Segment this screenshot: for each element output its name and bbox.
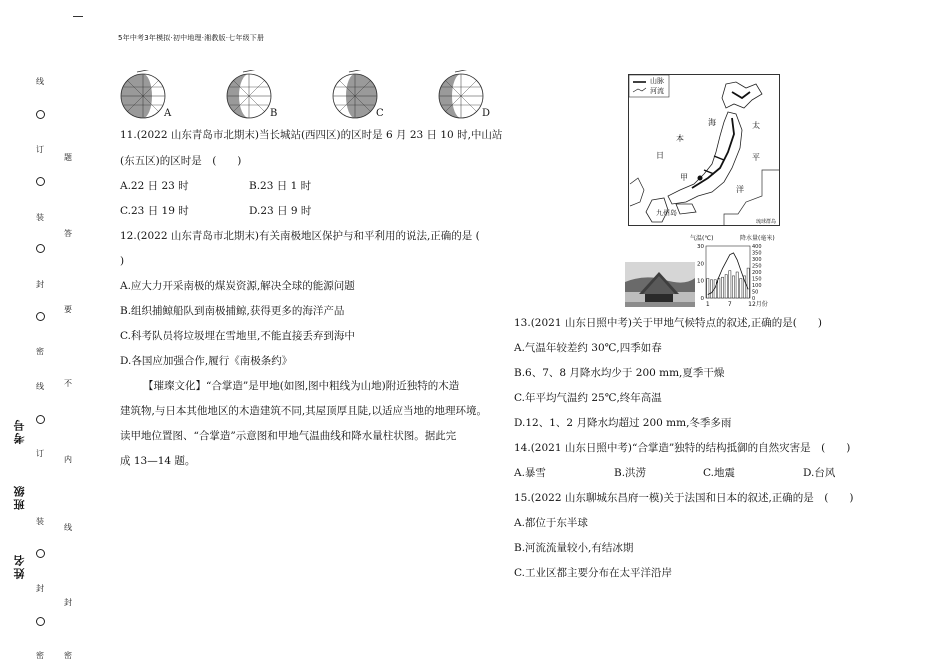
gassho-zukuri-photo bbox=[625, 262, 695, 307]
map-label-ryukyu: 琉球群岛 bbox=[756, 219, 777, 225]
q15-option-a[interactable]: A.都位于东半球 bbox=[514, 517, 588, 529]
culture-line4: 成 13—14 题。 bbox=[120, 455, 196, 467]
margin-char: 线 bbox=[36, 382, 44, 391]
map-legend-mountain: 山脉 bbox=[650, 77, 664, 85]
globe-diagrams bbox=[115, 70, 505, 124]
margin-char: 密 bbox=[36, 651, 44, 660]
location-gamma-marker bbox=[698, 176, 703, 181]
binding-hole bbox=[36, 617, 45, 626]
right-tick-label: 350 bbox=[752, 250, 762, 257]
binding-hole bbox=[36, 415, 45, 424]
right-tick-label: 300 bbox=[752, 257, 762, 263]
q15-stem: 15.(2022 山东聊城东昌府一模)关于法国和日本的叙述,正确的是 ( ) bbox=[514, 492, 854, 504]
globe-label-b: B bbox=[270, 108, 278, 119]
q15-option-b[interactable]: B.河流流量较小,有结冰期 bbox=[514, 542, 634, 554]
precip-bar bbox=[747, 268, 749, 298]
q13-option-d[interactable]: D.12、1、2 月降水均超过 200 mm,冬季多雨 bbox=[514, 417, 732, 429]
margin-char: 线 bbox=[36, 77, 44, 86]
right-tick-label: 100 bbox=[752, 283, 762, 289]
q12-option-b[interactable]: B.组织捕鲸船队到南极捕鲸,获得更多的海洋产品 bbox=[120, 305, 345, 317]
right-tick-label: 150 bbox=[752, 276, 762, 283]
binding-hole bbox=[36, 549, 45, 558]
q13-option-b[interactable]: B.6、7、8 月降水均少于 200 mm,夏季干燥 bbox=[514, 367, 725, 379]
q11-option-b[interactable]: B.23 日 1 时 bbox=[249, 180, 312, 192]
binding-hole bbox=[36, 244, 45, 253]
map-label-kyushu: 九州岛 bbox=[656, 209, 677, 217]
q12-stem-line2: ) bbox=[120, 255, 125, 267]
q11-option-a[interactable]: A.22 日 23 时 bbox=[120, 180, 189, 192]
q13-option-c[interactable]: C.年平均气温约 25℃,终年高温 bbox=[514, 392, 662, 404]
q12-option-a[interactable]: A.应大力开采南极的煤炭资源,解决全球的能源问题 bbox=[120, 280, 355, 292]
right-tick-label: 0 bbox=[752, 296, 756, 302]
margin-char: 密 bbox=[36, 347, 44, 356]
q11-option-c[interactable]: C.23 日 19 时 bbox=[120, 205, 189, 217]
margin-char: 不 bbox=[64, 379, 72, 388]
q14-stem: 14.(2021 山东日照中考)“合掌造”独特的结构抵御的自然灾害是 ( ) bbox=[514, 442, 851, 454]
binding-hole bbox=[36, 110, 45, 119]
page-header: 5年中考3年模拟·初中地理·湘教版·七年级下册 bbox=[118, 34, 265, 42]
map-label-ping: 平 bbox=[752, 153, 760, 162]
map-label-ben: 本 bbox=[676, 134, 684, 143]
q11-option-d[interactable]: D.23 日 9 时 bbox=[249, 205, 312, 217]
margin-char: 装 bbox=[36, 517, 44, 526]
map-label-jia: 甲 bbox=[680, 173, 688, 182]
left-tick-label: 20 bbox=[697, 261, 704, 268]
q15-option-c[interactable]: C.工业区都主要分布在太平洋沿岸 bbox=[514, 567, 672, 579]
q14-option-d[interactable]: D.台风 bbox=[803, 467, 836, 479]
precip-bar bbox=[729, 271, 731, 298]
q14-option-c[interactable]: C.地震 bbox=[703, 467, 735, 479]
globe-label-c: C bbox=[376, 108, 384, 119]
map-label-tai: 太 bbox=[752, 121, 760, 130]
margin-char: 装 bbox=[36, 213, 44, 222]
right-tick-label: 200 bbox=[752, 270, 762, 276]
q13-stem: 13.(2021 山东日照中考)关于甲地气候特点的叙述,正确的是( ) bbox=[514, 317, 822, 329]
culture-line2: 建筑物,与日本其他地区的木造建筑不同,其屋顶厚且陡,以适应当地的地理环境。 bbox=[120, 405, 488, 417]
culture-line3: 读甲地位置图、“合掌造”示意图和甲地气温曲线和降水量柱状图。据此完 bbox=[120, 430, 457, 442]
right-axis-title: 降水量(毫米) bbox=[740, 235, 775, 242]
margin-char: 要 bbox=[64, 305, 72, 314]
precip-bar bbox=[710, 280, 712, 298]
globe-label-a: A bbox=[164, 108, 172, 119]
exam-number-label: 考号 bbox=[13, 418, 26, 444]
margin-char: 封 bbox=[36, 280, 44, 289]
margin-char: 题 bbox=[64, 153, 72, 162]
binding-hole bbox=[36, 312, 45, 321]
globe-label-d: D bbox=[482, 108, 491, 119]
map-label-ri: 日 bbox=[656, 151, 664, 160]
q12-option-d[interactable]: D.各国应加强合作,履行《南极条约》 bbox=[120, 355, 293, 367]
q14-option-b[interactable]: B.洪涝 bbox=[614, 467, 647, 479]
left-tick-label: 0 bbox=[700, 296, 704, 302]
precip-bar bbox=[740, 279, 742, 299]
right-tick-label: 250 bbox=[752, 263, 762, 270]
precip-bar bbox=[725, 275, 727, 298]
margin-char: 订 bbox=[36, 145, 44, 154]
precip-bar bbox=[707, 279, 709, 299]
map-label-hai: 海 bbox=[708, 118, 716, 127]
globe-c bbox=[333, 70, 377, 118]
climate-chart bbox=[688, 232, 788, 310]
x-tick-label: 1 bbox=[705, 301, 710, 308]
q13-option-a[interactable]: A.气温年较差约 30℃,四季如春 bbox=[514, 342, 662, 354]
q14-option-a[interactable]: A.暴雪 bbox=[514, 467, 546, 479]
japan-location-map bbox=[628, 74, 780, 226]
margin-char: 内 bbox=[64, 455, 72, 464]
precip-bar bbox=[718, 279, 720, 299]
margin-char: 封 bbox=[36, 584, 44, 593]
map-legend-river: 河流 bbox=[650, 87, 664, 95]
margin-char: 答 bbox=[64, 229, 72, 238]
class-label: 班级 bbox=[13, 484, 26, 510]
q11-stem-line2: (东五区)的区时是 ( ) bbox=[120, 155, 242, 167]
map-label-yang: 洋 bbox=[736, 185, 744, 194]
precip-bar bbox=[732, 276, 734, 298]
left-axis-title: 气温(℃) bbox=[690, 235, 714, 242]
margin-char: 封 bbox=[64, 598, 72, 607]
binding-margin bbox=[0, 0, 90, 672]
precip-bar bbox=[736, 272, 738, 298]
margin-char: 线 bbox=[64, 523, 72, 532]
margin-char: 密 bbox=[64, 651, 72, 660]
x-tick-label: 12月份 bbox=[748, 301, 768, 308]
q11-stem-line1: 11.(2022 山东青岛市北期末)当长城站(西四区)的区时是 6 月 23 日 10 时,中山站 bbox=[120, 129, 503, 141]
globe-d bbox=[439, 70, 483, 118]
margin-char: 订 bbox=[36, 449, 44, 458]
left-tick-label: 30 bbox=[697, 244, 704, 250]
globe-a bbox=[121, 70, 165, 118]
q12-option-c[interactable]: C.科考队员将垃圾埋在雪地里,不能直接丢弃到海中 bbox=[120, 330, 355, 342]
left-tick-label: 10 bbox=[697, 278, 704, 285]
precip-bar bbox=[721, 277, 723, 298]
globe-b bbox=[227, 70, 271, 118]
culture-line1: 【璀璨文化】“合掌造”是甲地(如图,图中粗线为山地)附近独特的木造 bbox=[143, 380, 460, 392]
right-tick-label: 50 bbox=[752, 289, 759, 296]
q12-stem-line1: 12.(2022 山东青岛市北期末)有关南极地区保护与和平利用的说法,正确的是 ( bbox=[120, 230, 480, 242]
name-label: 姓名 bbox=[13, 553, 26, 579]
right-tick-label: 400 bbox=[752, 244, 762, 250]
binding-hole bbox=[36, 177, 45, 186]
x-tick-label: 7 bbox=[727, 301, 732, 308]
